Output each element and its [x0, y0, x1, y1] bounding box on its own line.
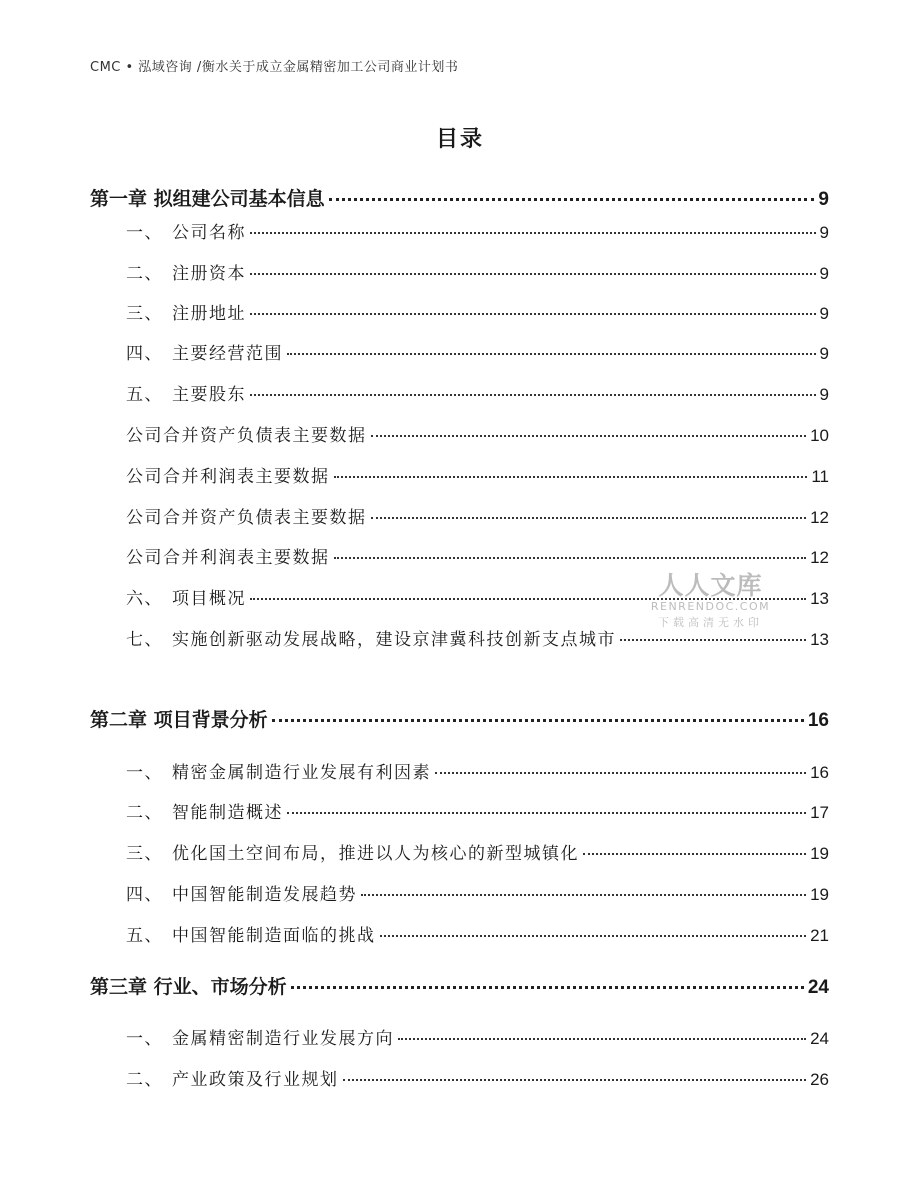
toc-label: 公司合并利润表主要数据	[126, 548, 330, 568]
toc-page-number: 9	[819, 304, 829, 323]
toc-label: 智能制造概述	[172, 803, 283, 823]
toc-page-number: 9	[819, 344, 829, 363]
toc-page-number: 11	[811, 467, 829, 486]
toc-item-number: 一、	[126, 223, 163, 243]
toc-label: 实施创新驱动发展战略，建设京津冀科技创新支点城市	[172, 630, 616, 650]
toc-item-number: 五、	[126, 385, 163, 405]
toc-label: 优化国土空间布局，推进以人为核心的新型城镇化	[172, 844, 579, 864]
toc-item-number: 四、	[126, 885, 163, 905]
toc-label: 主要经营范围	[172, 344, 283, 364]
toc-item-number: 六、	[126, 589, 163, 609]
toc-label: 注册资本	[172, 264, 246, 284]
toc-page-number: 26	[810, 1070, 829, 1089]
toc-page-number: 10	[810, 426, 829, 445]
toc-page-number: 21	[810, 926, 829, 945]
dot-leader	[329, 197, 815, 201]
toc-item-number: 一、	[126, 763, 163, 783]
toc-label: 中国智能制造面临的挑战	[172, 926, 376, 946]
dot-leader	[250, 393, 816, 396]
toc-label: 第三章 行业、市场分析	[90, 976, 287, 998]
dot-leader	[371, 516, 807, 519]
dot-leader	[250, 231, 816, 234]
toc-label: 公司合并资产负债表主要数据	[126, 426, 367, 446]
toc-label: 公司合并资产负债表主要数据	[126, 508, 367, 528]
toc-item-number: 三、	[126, 304, 163, 324]
toc-page-number: 9	[819, 264, 829, 283]
dot-leader	[291, 985, 804, 989]
toc-page-number: 19	[810, 844, 829, 863]
toc-item-number: 七、	[126, 630, 163, 650]
toc-chapter-1[interactable]	[90, 184, 829, 211]
toc-item-number: 二、	[126, 1070, 163, 1090]
toc-chapter-3[interactable]	[90, 972, 829, 999]
dot-leader	[398, 1037, 806, 1040]
toc-label: 注册地址	[172, 304, 246, 324]
dot-leader	[620, 638, 806, 641]
toc-item[interactable]	[126, 1024, 829, 1049]
toc-item-number: 三、	[126, 844, 163, 864]
toc-item[interactable]	[126, 503, 829, 528]
toc-item[interactable]	[126, 880, 829, 905]
dot-leader	[343, 1078, 807, 1081]
toc-item-number: 二、	[126, 803, 163, 823]
toc-page-number: 13	[810, 630, 829, 649]
toc-item[interactable]	[126, 299, 829, 324]
toc-label: 公司名称	[172, 223, 246, 243]
toc-page-number: 13	[810, 589, 829, 608]
toc-item[interactable]	[126, 380, 829, 405]
toc-label: 公司合并利润表主要数据	[126, 467, 330, 487]
toc-item[interactable]	[126, 839, 829, 864]
toc-item-number: 五、	[126, 926, 163, 946]
toc-item[interactable]	[126, 543, 829, 568]
toc-item[interactable]	[126, 1065, 829, 1090]
toc-page-number: 17	[810, 803, 829, 822]
dot-leader	[272, 718, 804, 722]
dot-leader	[361, 893, 806, 896]
dot-leader	[334, 556, 807, 559]
dot-leader	[287, 811, 806, 814]
toc-item-number: 四、	[126, 344, 163, 364]
toc-page-number: 16	[807, 710, 829, 731]
dot-leader	[371, 434, 807, 437]
toc-title: 目录	[435, 127, 484, 152]
toc-label: 项目概况	[172, 589, 246, 609]
toc-item-number: 二、	[126, 264, 163, 284]
toc-label: 第一章 拟组建公司基本信息	[90, 188, 325, 210]
toc-item[interactable]	[126, 798, 829, 823]
dot-leader	[334, 475, 808, 478]
toc-label: 中国智能制造发展趋势	[172, 885, 357, 905]
toc-page-number: 9	[818, 189, 829, 210]
dot-leader	[287, 352, 816, 355]
watermark-logo	[648, 566, 773, 630]
dot-leader	[380, 934, 807, 937]
dot-leader	[250, 312, 816, 315]
toc-page-number: 24	[810, 1029, 829, 1048]
toc-label: 主要股东	[172, 385, 246, 405]
page-header: CMC • 泓域咨询 /衡水关于成立金属精密加工公司商业计划书	[90, 60, 459, 75]
toc-chapter-2[interactable]	[90, 705, 829, 732]
toc-item[interactable]	[126, 462, 829, 487]
toc-item-number: 一、	[126, 1029, 163, 1049]
toc-page-number: 24	[807, 977, 829, 998]
toc-item[interactable]	[126, 339, 829, 364]
dot-leader	[435, 771, 806, 774]
toc-page-number: 12	[810, 508, 829, 527]
toc-page-number: 16	[810, 763, 829, 782]
dot-leader	[583, 852, 806, 855]
toc-label: 产业政策及行业规划	[172, 1070, 339, 1090]
toc-item[interactable]	[126, 218, 829, 243]
toc-page-number: 19	[810, 885, 829, 904]
toc-page-number: 9	[819, 385, 829, 404]
toc-item[interactable]	[126, 421, 829, 446]
toc-page-number: 12	[810, 548, 829, 567]
toc-item[interactable]	[126, 921, 829, 946]
watermark-subtitle: 下载高清无水印	[658, 616, 763, 629]
toc-label: 金属精密制造行业发展方向	[172, 1029, 394, 1049]
dot-leader	[250, 272, 816, 275]
watermark-title: 人人文库	[658, 571, 763, 600]
toc-label: 第二章 项目背景分析	[90, 709, 268, 731]
toc-page-number: 9	[819, 223, 829, 242]
watermark-url: RENRENDOC.COM	[650, 600, 771, 613]
toc-item[interactable]	[126, 758, 829, 783]
toc-item[interactable]	[126, 259, 829, 284]
toc-label: 精密金属制造行业发展有利因素	[172, 763, 431, 783]
